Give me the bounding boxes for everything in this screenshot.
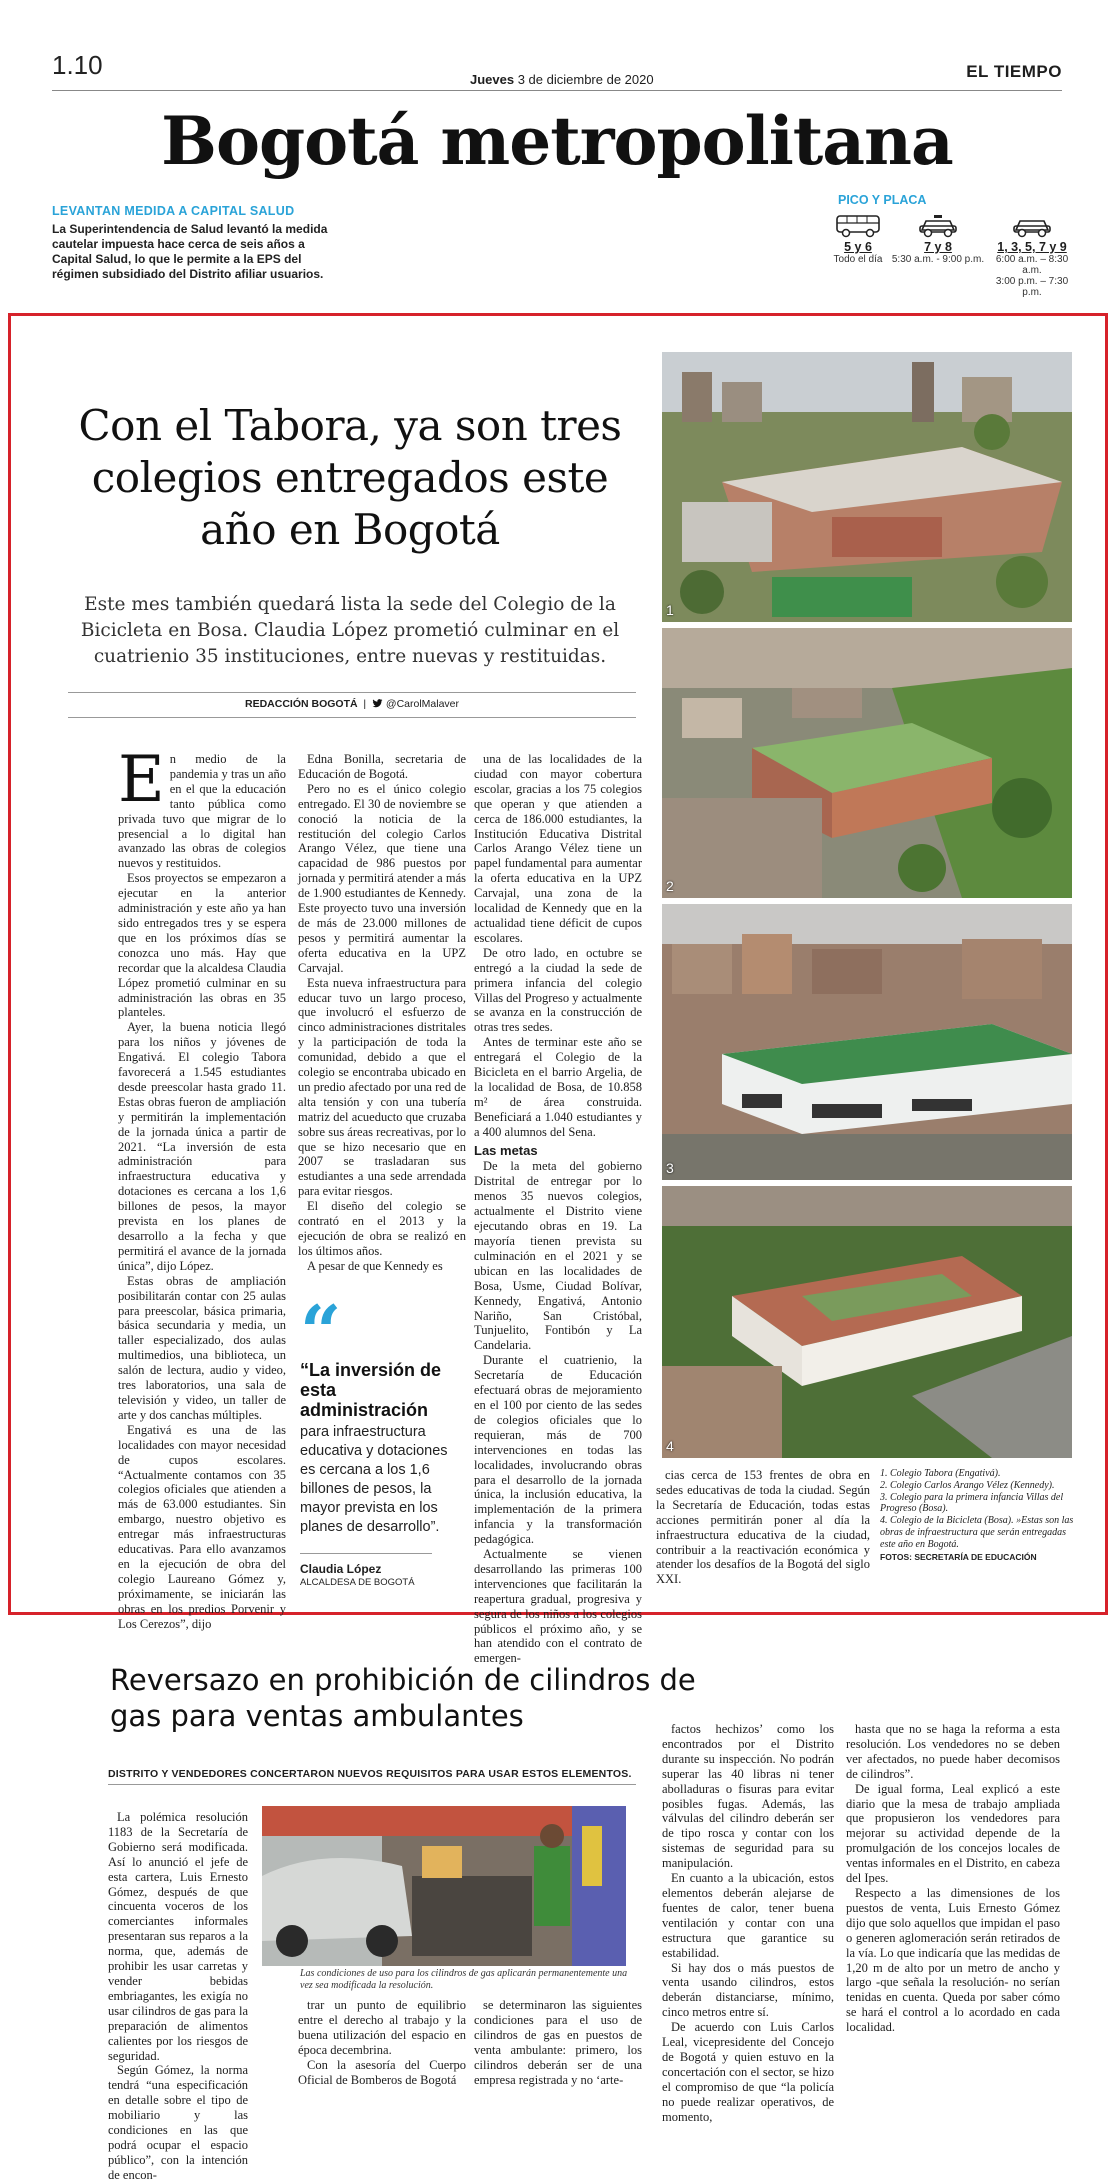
pico-y-placa-title: PICO Y PLACA — [838, 193, 927, 207]
photo-number: 4 — [666, 1438, 674, 1454]
paragraph: se determinaron las siguientes condiciones para el uso de cilindros de gas en puestos de venta ambulante: primero, los cilindros deberán ser de una empresa registrada y no ‘arte- — [474, 1998, 642, 2087]
section-subhead: Las metas — [474, 1142, 538, 1158]
paragraph: Durante el cuatrienio, la Secretaría de Educación efectuará obras de mejoramiento en el 100 por ciento de las sedes de colegios oficiales que lo requieran, más de 700 intervenciones en todas las localidades, involucrando obras para el desarrollo de la jornada única, la inclusión educativa, la implementación de la primera infancia y la transformación pedagógica. — [474, 1353, 642, 1547]
paragraph: En cuanto a la ubicación, estos elementos deberán alejarse de fuentes de calor, tener buena ventilación y contar con una estructura que garantice su estabilidad. — [662, 1871, 834, 1960]
taxi-digits: 7 y 8 — [924, 240, 952, 254]
paragraph: Edna Bonilla, secretaria de Educación de Bogotá. — [298, 752, 466, 781]
paragraph: Con la asesoría del Cuerpo Oficial de Bomberos de Bogotá — [298, 2057, 466, 2087]
main-subhead: Este mes también quedará lista la sede del Colegio de la Bicicleta en Bosa. Claudia López prometió culminar en el cuatrienio 35 instituciones, entre nuevas y restituidas. — [80, 594, 620, 667]
paragraph: Esos proyectos se empezaron a ejecutar en la anterior administración y este año ya han sido entregados tres y se espera que en los próximos días se conozca uno más. Hay que recordar que la alcaldesa Claudia López prometió culminar en su administración las obras en 35 planteles. — [118, 871, 286, 1020]
second-column-2 — [298, 1998, 466, 2087]
paragraph: La polémica resolución 1183 de la Secretaría de Gobierno será modificada. Así lo anunció el jefe de esta cartera, Luis Ernesto Gómez, después de que cincuenta voceros de los comerciantes informales presentaran sus reparos a la norma, que, además de prohibir les usar carretas y vender bebidas embriagantes, les exigía no usar cilindros de gas para la preparación de alimentos calientes por los riesgos de seguridad. — [108, 1810, 248, 2063]
photo-caption-1: 1. Colegio Tabora (Engativá). — [880, 1468, 1001, 1479]
pull-quote-lead: “La inversión de esta administración — [300, 1360, 442, 1420]
issue-weekday: Jueves — [470, 72, 515, 87]
photo-colegio-tabora — [662, 352, 1072, 622]
bus-digits: 5 y 6 — [844, 240, 872, 254]
paragraph: Pero no es el único colegio entregado. El 30 de noviembre se conoció la noticia de la restitución del colegio Carlos Arango Vélez, que tiene una capacidad de 986 puestos por jornada y permitirá atender a más de 1.900 estudiantes de Kennedy. Este proyecto tuvo una inversión de más de 23.000 millones de pesos y permitirá aumentar la oferta educativa en la UPZ Carvajal. — [298, 781, 466, 975]
twitter-icon — [372, 699, 383, 708]
photo-villas-del-progreso — [662, 904, 1072, 1180]
paragraph: De acuerdo con Luis Carlos Leal, vicepresidente del Concejo de Bogotá y quien estuvo en la concertación con el sector, se hizo el compromiso de que “la policía no puede realizar operativos, de momento, — [662, 2020, 834, 2124]
section-title: Bogotá metropolitana — [161, 102, 953, 180]
bus-icon — [835, 214, 881, 238]
brief-body: La Superintendencia de Salud levantó la medida cautelar impuesta hace cerca de seis años a Capital Salud, lo que le permite a la EPS del régimen subsidiado del Distrito afiliar usuarios. — [52, 222, 328, 281]
paragraph: n medio de la pandemia y tras un año en el que la educación tanto pública como privada tuvo que migrar de lo presencial a lo digital han avanzado las obras de colegios nuevos y restituidos. — [118, 752, 286, 871]
pico-y-placa-taxi — [888, 214, 988, 265]
photo-number: 3 — [666, 1160, 674, 1176]
pico-y-placa-car — [990, 214, 1074, 298]
second-headline: Reversazo en prohibición de cilindros de gas para ventas ambulantes — [110, 1663, 696, 1733]
photo-number: 1 — [666, 602, 674, 618]
paragraph: trar un punto de equilibrio entre el derecho al trabajo y la buena utilización del espacio en época decembrina. — [298, 1998, 466, 2057]
second-kicker: DISTRITO Y VENDEDORES CONCERTARON NUEVOS REQUISITOS PARA USAR ESTOS ELEMENTOS. — [108, 1768, 632, 1780]
pull-quote-author: Claudia López — [300, 1562, 382, 1576]
second-column-5 — [846, 1722, 1060, 2035]
byline-rule — [68, 692, 636, 693]
drop-cap: E — [118, 743, 165, 817]
paragraph: hasta que no se haga la reforma a esta resolución. Los vendedores no se deben ver afectados, no puede haber decomisos de cilindros”. — [846, 1722, 1060, 1781]
paragraph: A pesar de que Kennedy es — [307, 1258, 443, 1273]
photo-caption-4: 4. Colegio de la Bicicleta (Bosa). »Estas son las obras de infraestructura que serán entregadas este año en Bogotá. — [880, 1515, 1074, 1550]
photo-caption-3: 3. Colegio para la primera infancia Villas del Progreso (Bosa). — [880, 1491, 1064, 1515]
paragraph: De igual forma, Leal explicó a este diario que la mesa de trabajo ampliada que propusieron los vendedores para mejorar su actividad depende de la promulgación de los concejos locales de ventas informales en el Distrito, en cabeza del Ipes. — [846, 1781, 1060, 1886]
photo-number: 2 — [666, 878, 674, 894]
photo-caption-2: 2. Colegio Carlos Arango Vélez (Kennedy). — [880, 1479, 1055, 1491]
paragraph: El diseño del colegio se contrató en el 2013 y la ejecución de obra se realizó en los últimos años. — [298, 1199, 466, 1258]
newspaper-logo: EL TIEMPO — [966, 62, 1062, 81]
main-headline: Con el Tabora, ya son tres colegios entregados este año en Bogotá — [78, 401, 622, 554]
paragraph: Ayer, la buena noticia llegó para los niños y jóvenes de Engativá. El colegio Tabora favorecerá a 1.545 estudiantes desde preescolar hasta grado 11. Estas obras fueron de ampliación y permitirán la implementación de la jornada única a partir de 2021. “La inversión de esta administración para infraestructura educativa y dotaciones es cercana a los 1,6 billones de pesos, la mayor prevista en los planes de desarrollo a la fecha y que permitirá el avance de la jornada única”, dijo López. — [118, 1020, 286, 1273]
taxi-icon — [918, 214, 958, 238]
paragraph: una de las localidades de la ciudad con mayor cobertura escolar, gracias a los 75 colegios que operan y que atienden a cerca de 186.000 estudiantes, la Institución Educativa Distrital Carlos Arango Vélez tiene un papel fundamental para aumentar la oferta educativa en la UPZ Carvajal, una zona de la localidad de Kennedy que en la actualidad tiene déficit de cupos escolares. — [474, 752, 642, 945]
taxi-hours: 5:30 a.m. - 9:00 p.m. — [891, 254, 985, 265]
paragraph: Esta nueva infraestructura para educar tuvo un largo proceso, que involucró el esfuerzo de cinco administraciones distritales y la participación de toda la comunidad, debido a que el colegio se encontraba ubicado en un predio afectado por una red de alta tensión y con una tubería matriz del acueducto que cruzaba sobre sus áreas recreativas, por lo que se hizo necesario que en 2007 se trasladaran sus estudiantes a una sede arrendada para evitar riesgos. — [298, 975, 466, 1199]
paragraph: Actualmente se vienen desarrollando las primeras 100 intervenciones que facilitarán la reapertura gradual, progresiva y segura de los niños a los colegios públicos el próximo año, y se han atendido con el contrato de emergen- — [474, 1547, 642, 1666]
byline-twitter-handle[interactable]: @CarolMalaver — [385, 698, 460, 710]
photo-colegio-carlos-arango-velez — [662, 628, 1072, 898]
second-kicker-rule — [108, 1784, 636, 1785]
paragraph: Engativá es una de las localidades con mayor necesidad de cupos escolares. “Actualmente contamos con 35 colegios oficiales que atienden a más de 63.000 estudiantes. Sin embargo, nuestro objetivo es entregar más infraestructuras educativas. Para ello avanzamos en la ejecución de obra del colegio Laureano Gómez y, próximamente, se iniciarán las obras en los predios Porvenir y Los Cerezos”, dijo — [118, 1422, 286, 1631]
pico-y-placa-bus — [830, 214, 886, 265]
article-column-4 — [656, 1468, 870, 1587]
paragraph: Respecto a las dimensiones de los puestos de venta, Luis Ernesto Gómez dijo que solo aquellos que impidan el paso o generen aglomeración serán retirados de la vía. Lo que indicaría que las medidas de 1,20 m de alto por un metro de ancho y largo -que señala la resolución- no serían tenidas en cuenta. Queda por saber cómo se hará el control a lo acordado en cada localidad. — [846, 1885, 1060, 2035]
photo-credit: FOTOS: SECRETARÍA DE EDUCACIÓN — [880, 1551, 1037, 1562]
second-column-4 — [662, 1722, 834, 2124]
car-icon — [1012, 214, 1052, 238]
paragraph: De la meta del gobierno Distrital de entregar por lo menos 35 nuevos colegios, actualmente el Distrito viene ejecutando obras en 19. La mayoría tienen prevista su culminación en el 2021 y se ubican en las localidades de Bosa, Usme, Ciudad Bolívar, Kennedy, Engativá, Antonio Nariño, San Cristóbal, Tunjuelito, Fontibón y La Candelaria. — [474, 1159, 642, 1353]
article-column-3 — [474, 752, 642, 1666]
pull-quote-rule — [300, 1553, 432, 1554]
brief-kicker: LEVANTAN MEDIDA A CAPITAL SALUD — [52, 204, 295, 218]
page-number: 1.10 — [52, 50, 103, 80]
car-hours-afternoon: 3:00 p.m. – 7:30 p.m. — [995, 276, 1069, 298]
photo-colegio-de-la-bicicleta — [662, 1186, 1072, 1458]
masthead-rule — [52, 90, 1062, 91]
quote-mark-icon: “ — [300, 1289, 342, 1374]
second-column-3 — [474, 1998, 642, 2087]
photo-captions — [880, 1468, 1080, 1563]
car-hours-morning: 6:00 a.m. – 8:30 a.m. — [995, 254, 1069, 276]
bus-hours: Todo el día — [833, 254, 883, 265]
paragraph: Según Gómez, la norma tendrá “una especificación en detalle sobre el tipo de mobiliario y las condiciones en las que podrá ocupar el espacio público”, con la intención de encon- — [108, 2063, 248, 2182]
byline-author: REDACCIÓN BOGOTÁ — [244, 698, 358, 710]
pull-quote-body: para infraestructura educativa y dotaciones es cercana a los 1,6 billones de pesos, la mayor prevista en los planes de desarrollo”. — [300, 1424, 448, 1535]
pull-quote-role: ALCALDESA DE BOGOTÁ — [300, 1577, 415, 1588]
paragraph: cias cerca de 153 frentes de obra en sedes educativas de toda la ciudad. Según la Secretaría de Educación, todas estas acciones permitirán poner al día la infraestructura educativa de la ciudad, contribuir a la reactivación económica y atender los desafíos de la Bogotá del siglo XXI. — [656, 1468, 870, 1587]
article-column-2 — [298, 752, 466, 1274]
paragraph: factos hechizos’ como los encontrados por el Distrito durante su inspección. No podrán superar las 40 libras ni tener abolladuras o fisuras para evitar posibles fugas. Además, las válvulas del cilindro deberán ser de tipo rosca y contar con los sistemas de seguridad para su manipulación. — [662, 1722, 834, 1871]
second-column-1 — [108, 1810, 248, 2183]
byline-rule-bottom — [68, 717, 636, 718]
article-column-1 — [118, 743, 286, 1631]
paragraph: Antes de terminar este año se entregará el Colegio de la Bicicleta en el barrio Argelia, de la localidad de Bosa, de 10.858 m² de área construida. Beneficiará a 1.040 estudiantes y a 400 alumnos del Sena. — [474, 1035, 642, 1139]
car-digits: 1, 3, 5, 7 y 9 — [997, 240, 1067, 254]
photo-street-vendor-caption: Las condiciones de uso para los cilindros de gas aplicarán permanentemente una vez sea modificada la resolución. — [300, 1968, 628, 1991]
paragraph: Estas obras de ampliación posibilitarán contar con 25 aulas para preescolar, básica primaria, básica secundaria y media, un taller especializado, dos aulas multimedios, una biblioteca, un salón de lectura, audio y video, tres laboratorios, una sala de televisión y video, un taller de arte y dos canchas múltiples. — [118, 1273, 286, 1422]
photo-street-vendor — [262, 1806, 626, 1966]
paragraph: Si hay dos o más puestos de venta usando cilindros, estos deberán distanciarse, mínimo, cinco metros entre sí. — [662, 1960, 834, 2020]
byline: REDACCIÓN BOGOTÁ | @CarolMalaver — [244, 698, 460, 710]
paragraph: De otro lado, en octubre se entregó a la ciudad la sede de primera infancia del colegio Villas del Progreso y actualmente se avanza en la construcción de otras tres sedes. — [474, 945, 642, 1035]
issue-date — [470, 72, 654, 87]
issue-date-text: 3 de diciembre de 2020 — [517, 72, 654, 87]
